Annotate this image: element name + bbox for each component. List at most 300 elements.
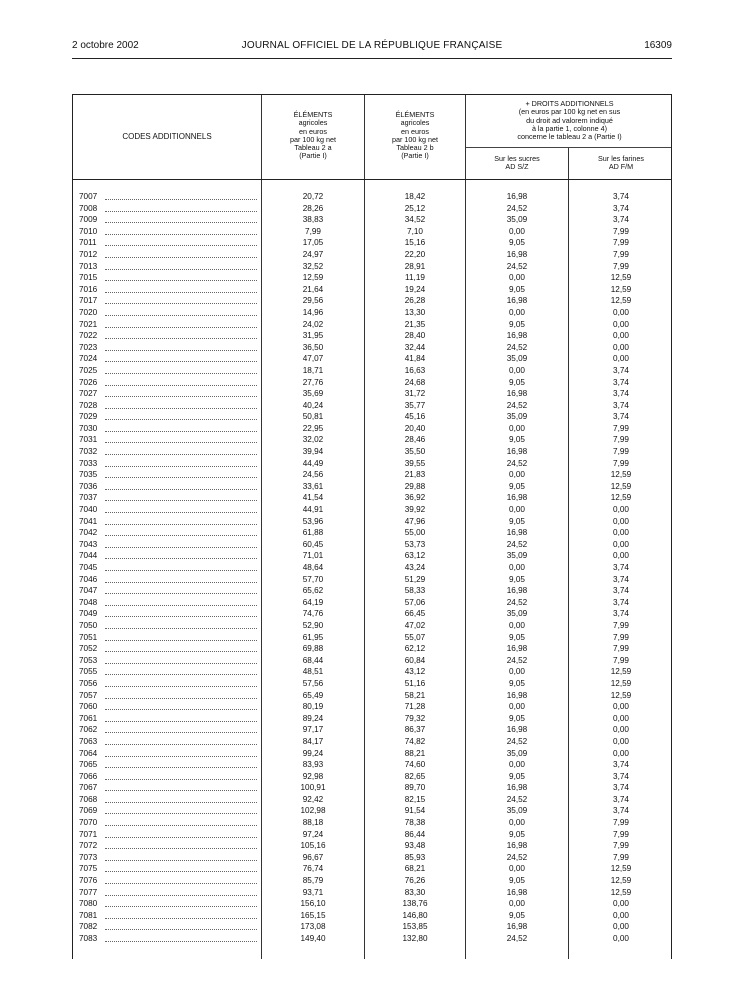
farines-cell: 7,99 [613, 818, 629, 828]
code-cell: 7026 [79, 377, 261, 389]
elements-b-cell: 22,20 [404, 249, 426, 259]
sucres-cell: 24,52 [506, 852, 528, 862]
elements-b-cell: 88,21 [404, 748, 426, 758]
elements-a-cell: 33,61 [302, 481, 324, 491]
table-row [73, 272, 673, 284]
elements-b-cell: 20,40 [404, 423, 426, 433]
elements-b-cell: 153,85 [402, 922, 428, 932]
code-cell: 7073 [79, 852, 261, 864]
farines-cell: 0,00 [613, 516, 629, 526]
farines-cell: 0,00 [613, 934, 629, 943]
table-row [73, 608, 673, 620]
table-row [73, 226, 673, 238]
table-row [73, 666, 673, 678]
leader-dots [105, 327, 257, 328]
code-cell: 7053 [79, 655, 261, 667]
table-row [73, 655, 673, 667]
elements-b-cell: 66,45 [404, 609, 426, 619]
table-row [73, 863, 673, 875]
elements-b-cell: 93,48 [404, 841, 426, 851]
leader-dots [105, 396, 257, 397]
sucres-cell: 24,52 [506, 400, 528, 410]
code-cell: 7083 [79, 933, 261, 945]
page-number: 16309 [644, 40, 672, 51]
code-cell: 7011 [79, 237, 261, 249]
table-row [73, 400, 673, 412]
code-cell: 7077 [79, 887, 261, 899]
elements-a-cell: 71,01 [302, 551, 324, 561]
farines-cell: 7,99 [613, 261, 629, 271]
code-cell: 7080 [79, 898, 261, 910]
table-row [73, 307, 673, 319]
table-row [73, 782, 673, 794]
code-cell: 7045 [79, 562, 261, 574]
leader-dots [105, 767, 257, 768]
table-row [73, 539, 673, 551]
farines-cell: 12,59 [610, 493, 632, 503]
sucres-cell: 16,98 [506, 586, 528, 596]
sucres-cell: 24,52 [506, 261, 528, 271]
table-row [73, 771, 673, 783]
sucres-cell: 16,98 [506, 331, 528, 341]
sucres-cell: 9,05 [509, 284, 525, 294]
code-cell: 7037 [79, 492, 261, 504]
code-cell: 7044 [79, 550, 261, 562]
sucres-cell: 16,98 [506, 644, 528, 654]
code-cell: 7047 [79, 585, 261, 597]
elements-a-cell: 100,91 [300, 783, 326, 793]
sucres-cell: 24,52 [506, 342, 528, 352]
farines-cell: 3,74 [613, 760, 629, 770]
sucres-cell: 24,52 [506, 597, 528, 607]
leader-dots [105, 524, 257, 525]
sucres-cell: 9,05 [509, 481, 525, 491]
leader-dots [105, 674, 257, 675]
code-cell: 7075 [79, 863, 261, 875]
sucres-cell: 9,05 [509, 319, 525, 329]
elements-b-cell: 21,83 [404, 470, 426, 480]
elements-a-cell: 44,91 [302, 505, 324, 515]
table-row [73, 527, 673, 539]
elements-a-cell: 96,67 [302, 852, 324, 862]
leader-dots [105, 640, 257, 641]
sucres-header: Sur les sucres AD S/Z [494, 154, 540, 172]
leader-dots [105, 512, 257, 513]
elements-b-cell: 47,02 [404, 620, 426, 630]
table-row [73, 585, 673, 597]
farines-cell: 0,00 [613, 713, 629, 723]
elements-a-header: ÉLÉMENTS agricoles en euros par 100 kg net Tableau 2 a (Partie I) [290, 110, 336, 161]
leader-dots [105, 813, 257, 814]
sucres-cell: 0,00 [509, 365, 525, 375]
table-row [73, 933, 673, 945]
elements-b-cell: 13,30 [404, 307, 426, 317]
sucres-cell: 9,05 [509, 632, 525, 642]
elements-b-cell: 15,16 [404, 238, 426, 248]
farines-cell: 7,99 [613, 644, 629, 654]
farines-cell: 0,00 [613, 307, 629, 317]
elements-b-cell: 132,80 [402, 934, 428, 943]
elements-a-cell: 85,79 [302, 876, 324, 886]
farines-cell: 0,00 [613, 702, 629, 712]
leader-dots [105, 779, 257, 780]
code-cell: 7052 [79, 643, 261, 655]
table-row [73, 852, 673, 864]
sucres-cell: 24,52 [506, 736, 528, 746]
code-cell: 7064 [79, 748, 261, 760]
leader-dots [105, 906, 257, 907]
sucres-cell: 16,98 [506, 887, 528, 897]
farines-header: Sur les farines AD F/M [598, 154, 644, 172]
code-cell: 7033 [79, 458, 261, 470]
table-row [73, 446, 673, 458]
leader-dots [105, 663, 257, 664]
table-row [73, 434, 673, 446]
leader-dots [105, 593, 257, 594]
elements-a-cell: 97,17 [302, 725, 324, 735]
elements-a-cell: 47,07 [302, 354, 324, 364]
farines-cell: 7,99 [613, 435, 629, 445]
table-row [73, 643, 673, 655]
leader-dots [105, 732, 257, 733]
sucres-cell: 24,52 [506, 203, 528, 213]
sucres-cell: 9,05 [509, 574, 525, 584]
elements-a-cell: 17,05 [302, 238, 324, 248]
elements-a-cell: 18,71 [302, 365, 324, 375]
leader-dots [105, 292, 257, 293]
table-row [73, 504, 673, 516]
sucres-cell: 24,52 [506, 539, 528, 549]
leader-dots [105, 883, 257, 884]
elements-b-cell: 79,32 [404, 713, 426, 723]
table-row [73, 921, 673, 933]
elements-b-cell: 16,63 [404, 365, 426, 375]
elements-b-cell: 25,12 [404, 203, 426, 213]
codes-column-header: CODES ADDITIONNELS [122, 132, 212, 141]
elements-a-cell: 38,83 [302, 215, 324, 225]
table-row [73, 388, 673, 400]
table-body [73, 191, 673, 945]
elements-a-cell: 88,18 [302, 818, 324, 828]
farines-cell: 0,00 [613, 319, 629, 329]
code-cell: 7082 [79, 921, 261, 933]
subheader-rule [466, 147, 671, 148]
elements-a-cell: 64,19 [302, 597, 324, 607]
leader-dots [105, 616, 257, 617]
leader-dots [105, 744, 257, 745]
code-cell: 7051 [79, 632, 261, 644]
farines-cell: 7,99 [613, 655, 629, 665]
table-row [73, 887, 673, 899]
elements-a-cell: 48,64 [302, 563, 324, 572]
elements-a-cell: 41,54 [302, 493, 324, 503]
elements-b-cell: 35,77 [404, 400, 426, 410]
elements-b-cell: 28,46 [404, 435, 426, 445]
leader-dots [105, 269, 257, 270]
sucres-cell: 0,00 [509, 273, 525, 283]
code-cell: 7035 [79, 469, 261, 481]
farines-cell: 3,74 [613, 377, 629, 387]
farines-cell: 12,59 [610, 690, 632, 700]
leader-dots [105, 361, 257, 362]
elements-a-cell: 105,16 [300, 841, 326, 851]
farines-cell: 7,99 [613, 423, 629, 433]
farines-cell: 0,00 [613, 342, 629, 352]
farines-cell: 7,99 [613, 458, 629, 468]
sucres-cell: 9,05 [509, 771, 525, 781]
elements-b-cell: 63,12 [404, 551, 426, 561]
elements-b-cell: 28,40 [404, 331, 426, 341]
table-row [73, 840, 673, 852]
elements-b-cell: 35,50 [404, 447, 426, 457]
elements-b-cell: 86,44 [404, 829, 426, 839]
code-cell: 7048 [79, 597, 261, 609]
code-cell: 7071 [79, 829, 261, 841]
farines-cell: 3,74 [613, 609, 629, 619]
table-row [73, 724, 673, 736]
code-cell: 7067 [79, 782, 261, 794]
elements-a-cell: 52,90 [302, 620, 324, 630]
leader-dots [105, 709, 257, 710]
farines-cell: 3,74 [613, 192, 629, 201]
elements-a-cell: 173,08 [300, 922, 326, 932]
sucres-cell: 35,09 [506, 215, 528, 225]
elements-b-cell: 83,30 [404, 887, 426, 897]
farines-cell: 7,99 [613, 852, 629, 862]
code-cell: 7021 [79, 319, 261, 331]
sucres-cell: 24,52 [506, 794, 528, 804]
leader-dots [105, 651, 257, 652]
leader-dots [105, 628, 257, 629]
farines-cell: 0,00 [613, 910, 629, 920]
elements-a-cell: 22,95 [302, 423, 324, 433]
sucres-cell: 16,98 [506, 841, 528, 851]
table-row [73, 829, 673, 841]
elements-a-cell: 24,02 [302, 319, 324, 329]
leader-dots [105, 442, 257, 443]
sucres-cell: 0,00 [509, 864, 525, 874]
sucres-cell: 0,00 [509, 563, 525, 572]
code-cell: 7057 [79, 690, 261, 702]
farines-cell: 3,74 [613, 783, 629, 793]
elements-b-cell: 146,80 [402, 910, 428, 920]
farines-cell: 3,74 [613, 365, 629, 375]
sucres-cell: 16,98 [506, 690, 528, 700]
elements-b-cell: 36,92 [404, 493, 426, 503]
code-cell: 7062 [79, 724, 261, 736]
leader-dots [105, 582, 257, 583]
code-cell: 7066 [79, 771, 261, 783]
elements-b-cell: 53,73 [404, 539, 426, 549]
elements-a-cell: 40,24 [302, 400, 324, 410]
code-cell: 7046 [79, 574, 261, 586]
code-cell: 7028 [79, 400, 261, 412]
table-row [73, 736, 673, 748]
code-cell: 7065 [79, 759, 261, 771]
leader-dots [105, 941, 257, 942]
elements-b-cell: 74,82 [404, 736, 426, 746]
leader-dots [105, 385, 257, 386]
elements-a-cell: 65,49 [302, 690, 324, 700]
elements-a-cell: 44,49 [302, 458, 324, 468]
table-row [73, 377, 673, 389]
sucres-cell: 35,09 [506, 412, 528, 422]
elements-b-cell: 58,21 [404, 690, 426, 700]
farines-cell: 3,74 [613, 771, 629, 781]
elements-b-cell: 32,44 [404, 342, 426, 352]
elements-b-cell: 71,28 [404, 702, 426, 712]
droits-additionnels-header: + DROITS ADDITIONNELS (en euros par 100 kg net en sus du droit ad valorem indiqué à la partie 1, colonne 4) concerne le tableau 2 a (Partie I) [517, 99, 622, 142]
elements-b-cell: 68,21 [404, 864, 426, 874]
farines-cell: 7,99 [613, 632, 629, 642]
elements-a-cell: 84,17 [302, 736, 324, 746]
code-cell: 7025 [79, 365, 261, 377]
elements-b-cell: 47,96 [404, 516, 426, 526]
elements-a-cell: 39,94 [302, 447, 324, 457]
table-row [73, 353, 673, 365]
sucres-cell: 16,98 [506, 528, 528, 538]
elements-a-cell: 68,44 [302, 655, 324, 665]
sucres-cell: 16,98 [506, 296, 528, 306]
elements-b-cell: 28,91 [404, 261, 426, 271]
table-row [73, 701, 673, 713]
table-row [73, 516, 673, 528]
code-cell: 7081 [79, 910, 261, 922]
elements-a-cell: 60,45 [302, 539, 324, 549]
header-rule-bottom [73, 179, 671, 180]
code-cell: 7008 [79, 203, 261, 215]
elements-a-cell: 93,71 [302, 887, 324, 897]
elements-b-cell: 78,38 [404, 818, 426, 828]
code-cell: 7015 [79, 272, 261, 284]
sucres-cell: 0,00 [509, 470, 525, 480]
code-cell: 7024 [79, 353, 261, 365]
table-row [73, 748, 673, 760]
leader-dots [105, 489, 257, 490]
sucres-cell: 35,09 [506, 354, 528, 364]
farines-cell: 0,00 [613, 922, 629, 932]
leader-dots [105, 338, 257, 339]
elements-a-cell: 83,93 [302, 760, 324, 770]
elements-b-cell: 91,54 [404, 806, 426, 816]
elements-a-cell: 32,52 [302, 261, 324, 271]
elements-b-cell: 34,52 [404, 215, 426, 225]
elements-b-cell: 85,93 [404, 852, 426, 862]
elements-b-cell: 51,29 [404, 574, 426, 584]
elements-b-cell: 19,24 [404, 284, 426, 294]
sucres-cell: 9,05 [509, 713, 525, 723]
elements-a-cell: 29,56 [302, 296, 324, 306]
leader-dots [105, 918, 257, 919]
code-cell: 7032 [79, 446, 261, 458]
header-date: 2 octobre 2002 [72, 40, 139, 51]
table-row [73, 620, 673, 632]
code-cell: 7013 [79, 261, 261, 273]
leader-dots [105, 756, 257, 757]
table-row [73, 597, 673, 609]
elements-a-cell: 53,96 [302, 516, 324, 526]
table-row [73, 805, 673, 817]
sucres-cell: 24,52 [506, 655, 528, 665]
table-row [73, 481, 673, 493]
sucres-cell: 9,05 [509, 238, 525, 248]
journal-title: JOURNAL OFFICIEL DE LA RÉPUBLIQUE FRANÇAISE [241, 40, 503, 51]
elements-b-cell: 82,65 [404, 771, 426, 781]
sucres-cell: 9,05 [509, 435, 525, 445]
sucres-cell: 9,05 [509, 876, 525, 886]
elements-b-cell: 60,84 [404, 655, 426, 665]
elements-b-cell: 29,88 [404, 481, 426, 491]
sucres-cell: 16,98 [506, 493, 528, 503]
farines-cell: 7,99 [613, 829, 629, 839]
leader-dots [105, 199, 257, 200]
elements-a-cell: 89,24 [302, 713, 324, 723]
table-row [73, 794, 673, 806]
code-cell: 7036 [79, 481, 261, 493]
elements-a-cell: 57,56 [302, 678, 324, 688]
farines-cell: 0,00 [613, 748, 629, 758]
table-row [73, 759, 673, 771]
tariff-table [72, 94, 672, 959]
sucres-cell: 16,98 [506, 922, 528, 932]
farines-cell: 12,59 [610, 864, 632, 874]
elements-a-cell: 12,59 [302, 273, 324, 283]
farines-cell: 3,74 [613, 806, 629, 816]
leader-dots [105, 373, 257, 374]
farines-cell: 7,99 [613, 620, 629, 630]
sucres-cell: 35,09 [506, 551, 528, 561]
elements-b-cell: 21,35 [404, 319, 426, 329]
leader-dots [105, 280, 257, 281]
elements-a-cell: 50,81 [302, 412, 324, 422]
code-cell: 7049 [79, 608, 261, 620]
farines-cell: 7,99 [613, 841, 629, 851]
sucres-cell: 0,00 [509, 505, 525, 515]
leader-dots [105, 848, 257, 849]
elements-a-cell: 35,69 [302, 389, 324, 399]
leader-dots [105, 500, 257, 501]
sucres-cell: 0,00 [509, 620, 525, 630]
code-cell: 7009 [79, 214, 261, 226]
farines-cell: 12,59 [610, 667, 632, 677]
elements-b-cell: 45,16 [404, 412, 426, 422]
elements-b-cell: 43,24 [404, 563, 426, 572]
farines-cell: 12,59 [610, 296, 632, 306]
leader-dots [105, 477, 257, 478]
table-row [73, 458, 673, 470]
table-row [73, 203, 673, 215]
elements-b-cell: 11,19 [405, 273, 425, 283]
leader-dots [105, 871, 257, 872]
elements-a-cell: 57,70 [302, 574, 324, 584]
farines-cell: 12,59 [610, 470, 632, 480]
sucres-cell: 0,00 [509, 760, 525, 770]
code-cell: 7010 [79, 226, 261, 238]
elements-a-cell: 69,88 [302, 644, 324, 654]
elements-b-cell: 24,68 [404, 377, 426, 387]
elements-b-cell: 57,06 [404, 597, 426, 607]
elements-a-cell: 92,98 [302, 771, 324, 781]
sucres-cell: 0,00 [509, 307, 525, 317]
table-row [73, 411, 673, 423]
elements-b-header: ÉLÉMENTS agricoles en euros par 100 kg net Tableau 2 b (Partie I) [392, 110, 438, 161]
table-row [73, 562, 673, 574]
sucres-cell: 16,98 [506, 447, 528, 457]
code-cell: 7056 [79, 678, 261, 690]
elements-a-cell: 24,56 [302, 470, 324, 480]
farines-cell: 12,59 [610, 887, 632, 897]
elements-a-cell: 156,10 [300, 899, 326, 909]
